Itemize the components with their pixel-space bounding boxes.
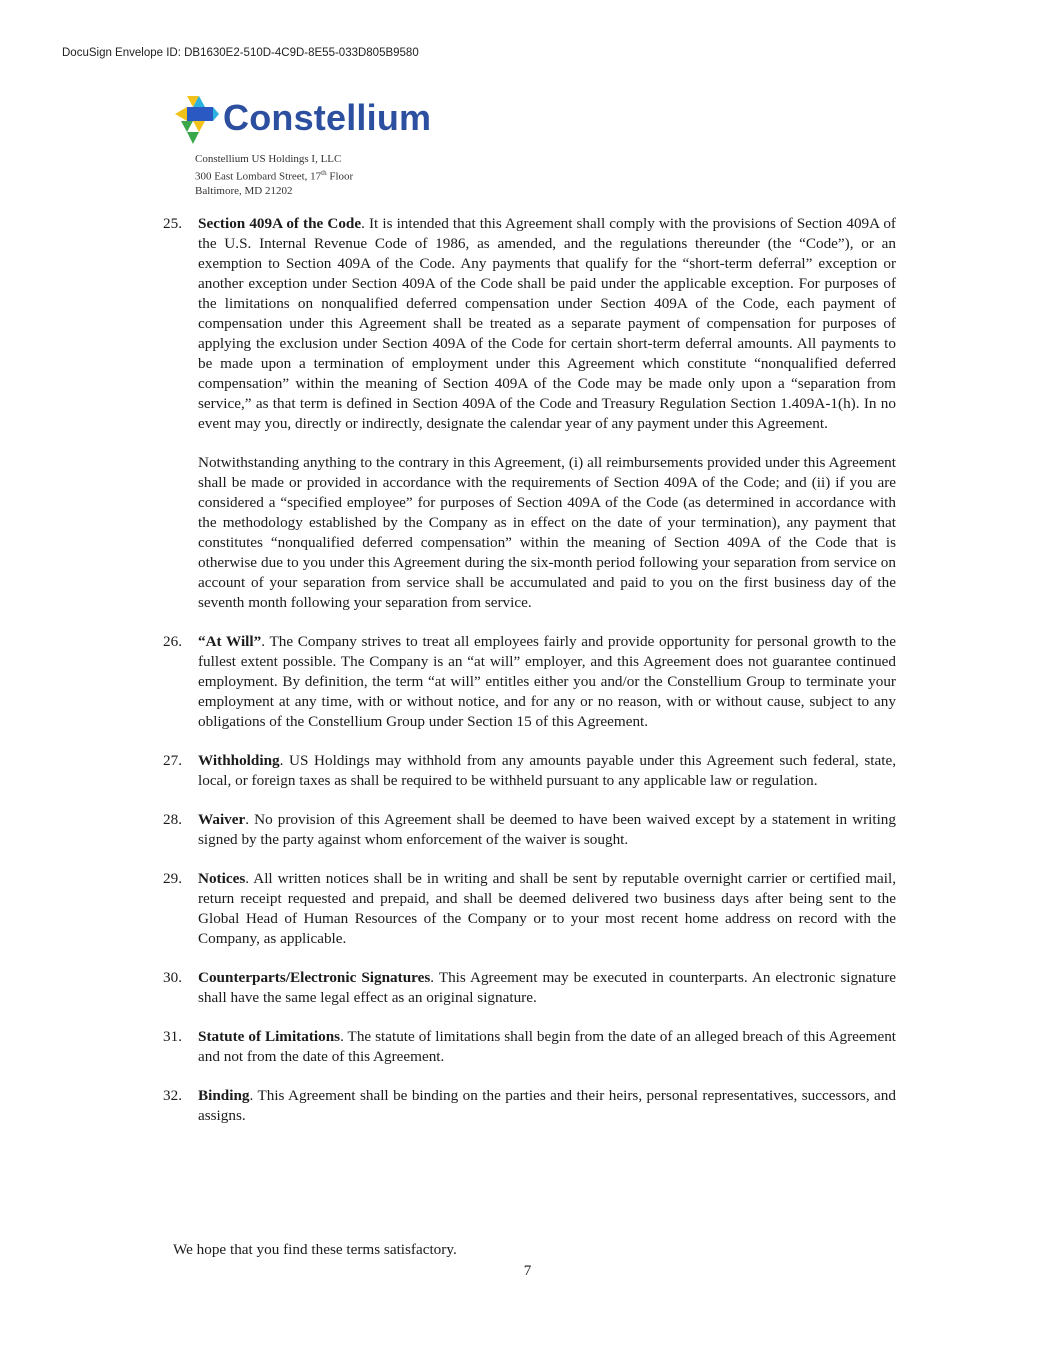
address-line-3: Baltimore, MD 21202 [195, 184, 293, 197]
section-number: 26. [163, 633, 182, 650]
section-paragraph: Notwithstanding anything to the contrary in this Agreement, (i) all reimbursements provided under this Agreement shall be made or provided in accordance with the requirements of Section 409A of the Code; and (ii) if you are considered a “specified employee” for purposes of Section 409A of the Code (as determined in accordance with the methodology established by the Company as in effect on the date of your termination), any payment that constitutes “nonqualified deferred compensation” within the meaning of Section 409A of the Code that is otherwise due to you under this Agreement during the six-month period following your separation from service on account of your separation from service shall be accumulated and paid to you on the first business day of the seventh month following your separation from service. [198, 454, 896, 611]
section-title: “At Will” [198, 633, 262, 650]
section-paragraph: Binding. This Agreement shall be binding on the parties and their heirs, personal representatives, successors, and assigns. [198, 1087, 896, 1124]
page-number: 7 [523, 1262, 532, 1279]
section-29 [163, 869, 896, 949]
section-paragraph: Waiver. No provision of this Agreement shall be deemed to have been waived except by a statement in writing signed by the party against whom enforcement of the waiver is sought. [198, 811, 896, 848]
section-25 [163, 214, 896, 613]
section-title: Counterparts/Electronic Signatures [198, 969, 431, 986]
section-number: 31. [163, 1028, 182, 1045]
closing-line: We hope that you find these terms satisfactory. [173, 1241, 457, 1258]
brand-name: Constellium [223, 97, 432, 138]
section-30 [163, 968, 896, 1008]
section-title: Notices [198, 870, 246, 887]
agreement-sections [163, 214, 896, 1145]
section-number: 25. [163, 215, 182, 232]
section-number: 28. [163, 811, 182, 828]
section-title: Section 409A of the Code [198, 215, 362, 232]
section-28 [163, 810, 896, 850]
section-32 [163, 1086, 896, 1126]
section-paragraph: Statute of Limitations. The statute of limitations shall begin from the date of an alleged breach of this Agreement and not from the date of this Agreement. [198, 1028, 897, 1065]
section-paragraph: Notices. All written notices shall be in writing and shall be sent by reputable overnight carrier or certified mail, return receipt requested and prepaid, and shall be deemed delivered two business days after being sent to the Global Head of Human Resources of the Company or to your most recent home address on record with the Company, as applicable. [198, 870, 896, 947]
section-27 [163, 751, 896, 791]
section-number: 29. [163, 870, 182, 887]
docusign-envelope-id: DocuSign Envelope ID: DB1630E2-510D-4C9D-8E55-033D805B9580 [62, 47, 419, 59]
section-title: Binding [198, 1087, 250, 1104]
company-address [195, 152, 353, 198]
constellium-logo-icon [173, 94, 219, 146]
section-26 [163, 632, 896, 732]
section-paragraph: Counterparts/Electronic Signatures. This Agreement may be executed in counterparts. An electronic signature shall have the same legal effect as an original signature. [198, 969, 896, 1006]
section-paragraph: Section 409A of the Code. It is intended that this Agreement shall comply with the provisions of Section 409A of the U.S. Internal Revenue Code of 1986, as amended, and the regulations thereunder (the “Code”), or an exemption to Section 409A of the Code. Any payments that qualify for the “short-term deferral” exception or another exception under Section 409A of the Code shall be paid under the applicable exception. For purposes of the limitations on nonqualified deferred compensation under Section 409A of the Code, each payment of compensation under this Agreement shall be treated as a separate payment of compensation for purposes of applying the exclusion under Section 409A of the Code for certain short-term deferral amounts. All payments to be made upon a termination of employment under this Agreement which constitute “nonqualified deferred compensation” within the meaning of Section 409A of the Code may be made only upon a “separation from service,” as that term is defined in Section 409A of the Code and Treasury Regulation Section 1.409A-1(h). In no event may you, directly or indirectly, designate the calendar year of any payment under this Agreement. [198, 215, 896, 432]
section-number: 27. [163, 752, 182, 769]
section-paragraph: Withholding. US Holdings may withhold from any amounts payable under this Agreement such federal, state, local, or foreign taxes as shall be required to be withheld pursuant to any applicable law or regulation. [198, 752, 897, 789]
address-line-1: Constellium US Holdings I, LLC [195, 153, 342, 165]
section-number: 32. [163, 1087, 182, 1104]
section-paragraph: “At Will”. The Company strives to treat all employees fairly and provide opportunity for personal growth to the fullest extent possible. The Company is an “at will” employer, and this Agreement does not guarantee continued employment. By definition, the term “at will” entitles either you and/or the Constellium Group to terminate your employment at any time, with or without notice, and for any or no reason, with or without cause, subject to any obligations of the Constellium Group under Section 15 of this Agreement. [198, 633, 896, 730]
section-title: Waiver [198, 811, 246, 828]
section-title: Withholding [198, 752, 280, 769]
section-31 [163, 1027, 896, 1067]
section-title: Statute of Limitations [198, 1028, 341, 1045]
address-line-2: 300 East Lombard Street, 17th Floor [195, 169, 354, 183]
section-number: 30. [163, 969, 182, 986]
